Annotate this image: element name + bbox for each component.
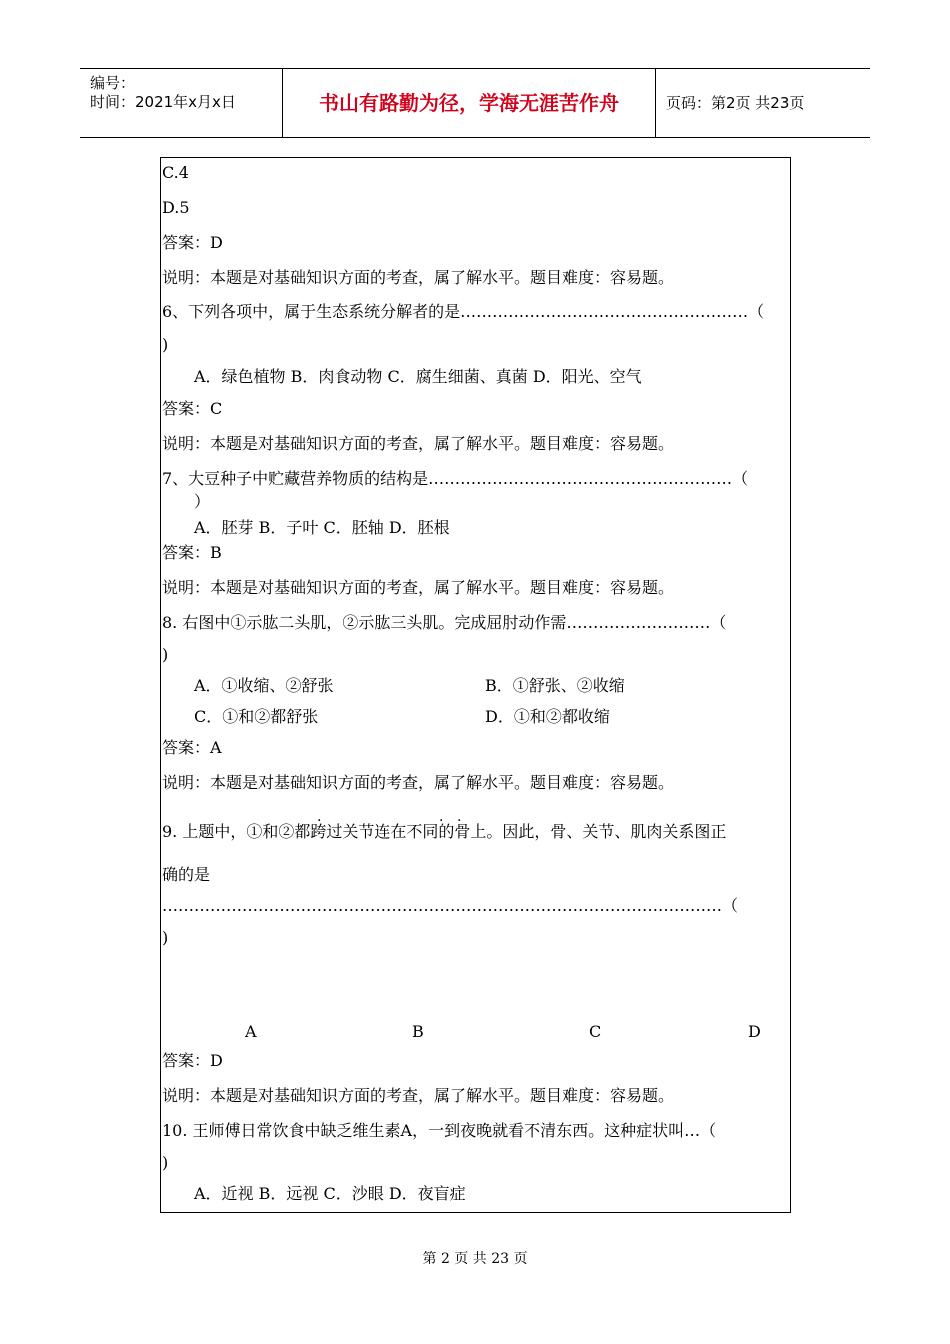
note-9: 说明：本题是对基础知识方面的考查，属了解水平。题目难度：容易题。 xyxy=(162,1086,675,1105)
emphasis-dot: . xyxy=(457,809,462,825)
question-10-paren: ) xyxy=(162,1153,169,1172)
page-header xyxy=(80,68,870,138)
answer-8: 答案：A xyxy=(162,738,222,757)
header-motto: 书山有路勤为径，学海无涯苦作舟 xyxy=(319,91,619,115)
note-7: 说明：本题是对基础知识方面的考查，属了解水平。题目难度：容易题。 xyxy=(162,578,675,597)
question-9-paren: ) xyxy=(162,928,169,947)
header-meta xyxy=(80,69,282,137)
question-box xyxy=(160,157,791,1213)
note-6: 说明：本题是对基础知识方面的考查，属了解水平。题目难度：容易题。 xyxy=(162,434,675,453)
question-8-option-b: B．①舒张、②收缩 xyxy=(485,676,625,695)
question-7: 7、大豆种子中贮藏营养物质的结构是…………………………………………………（ xyxy=(162,469,749,488)
question-9-line-2: 确的是 xyxy=(162,865,211,884)
question-9-dots: ……………………………………………………………………………………………（ xyxy=(162,896,738,915)
figure-label-b: B xyxy=(412,1022,424,1041)
number-label: 编号： xyxy=(90,74,136,92)
answer-5: 答案：D xyxy=(162,233,223,252)
header-page-info: 页码：第2页 共23页 xyxy=(666,94,805,112)
figure-label-d: D xyxy=(748,1022,761,1041)
figure-label-c: C xyxy=(589,1022,602,1041)
emphasis-dot: . xyxy=(439,809,444,825)
note-5: 说明：本题是对基础知识方面的考查，属了解水平。题目难度：容易题。 xyxy=(162,268,675,287)
page-footer: 第 2 页 共 23 页 xyxy=(422,1251,528,1267)
emphasis-dot: . xyxy=(317,809,322,825)
question-8: 8. 右图中①示肱二头肌，②示肱三头肌。完成屈肘动作需………………………（ xyxy=(162,613,727,632)
question-8-option-d: D．①和②都收缩 xyxy=(485,707,610,726)
question-6-options: A．绿色植物 B．肉食动物 C．腐生细菌、真菌 D．阳光、空气 xyxy=(194,367,642,386)
answer-9: 答案：D xyxy=(162,1051,223,1070)
question-7-paren: ） xyxy=(194,492,211,511)
question-10-options: A．近视 B．远视 C．沙眼 D．夜盲症 xyxy=(194,1184,466,1203)
figure-label-a: A xyxy=(245,1022,257,1041)
question-9-line-1: 9. 上题中，①和②都跨过关节连在不同的骨上。因此，骨、关节、肌肉关系图正 xyxy=(162,822,727,841)
question-7-options: A．胚芽 B．子叶 C．胚轴 D．胚根 xyxy=(194,518,450,537)
question-8-option-a: A．①收缩、②舒张 xyxy=(194,676,334,695)
option-d: D.5 xyxy=(162,198,190,217)
question-10: 10. 王师傅日常饮食中缺乏维生素A，一到夜晚就看不清东西。这种症状叫…（ xyxy=(162,1121,717,1140)
time-label: 时间：2021年x月x日 xyxy=(90,93,236,111)
answer-7: 答案：B xyxy=(162,543,222,562)
question-6-paren: ) xyxy=(162,335,169,354)
answer-6: 答案：C xyxy=(162,399,223,418)
question-8-paren: ) xyxy=(162,645,169,664)
header-divider xyxy=(655,69,656,137)
option-c: C.4 xyxy=(162,163,189,182)
question-6: 6、下列各项中，属于生态系统分解者的是………………………………………………（ xyxy=(162,302,765,321)
question-8-option-c: C．①和②都舒张 xyxy=(194,707,319,726)
note-8: 说明：本题是对基础知识方面的考查，属了解水平。题目难度：容易题。 xyxy=(162,773,675,792)
